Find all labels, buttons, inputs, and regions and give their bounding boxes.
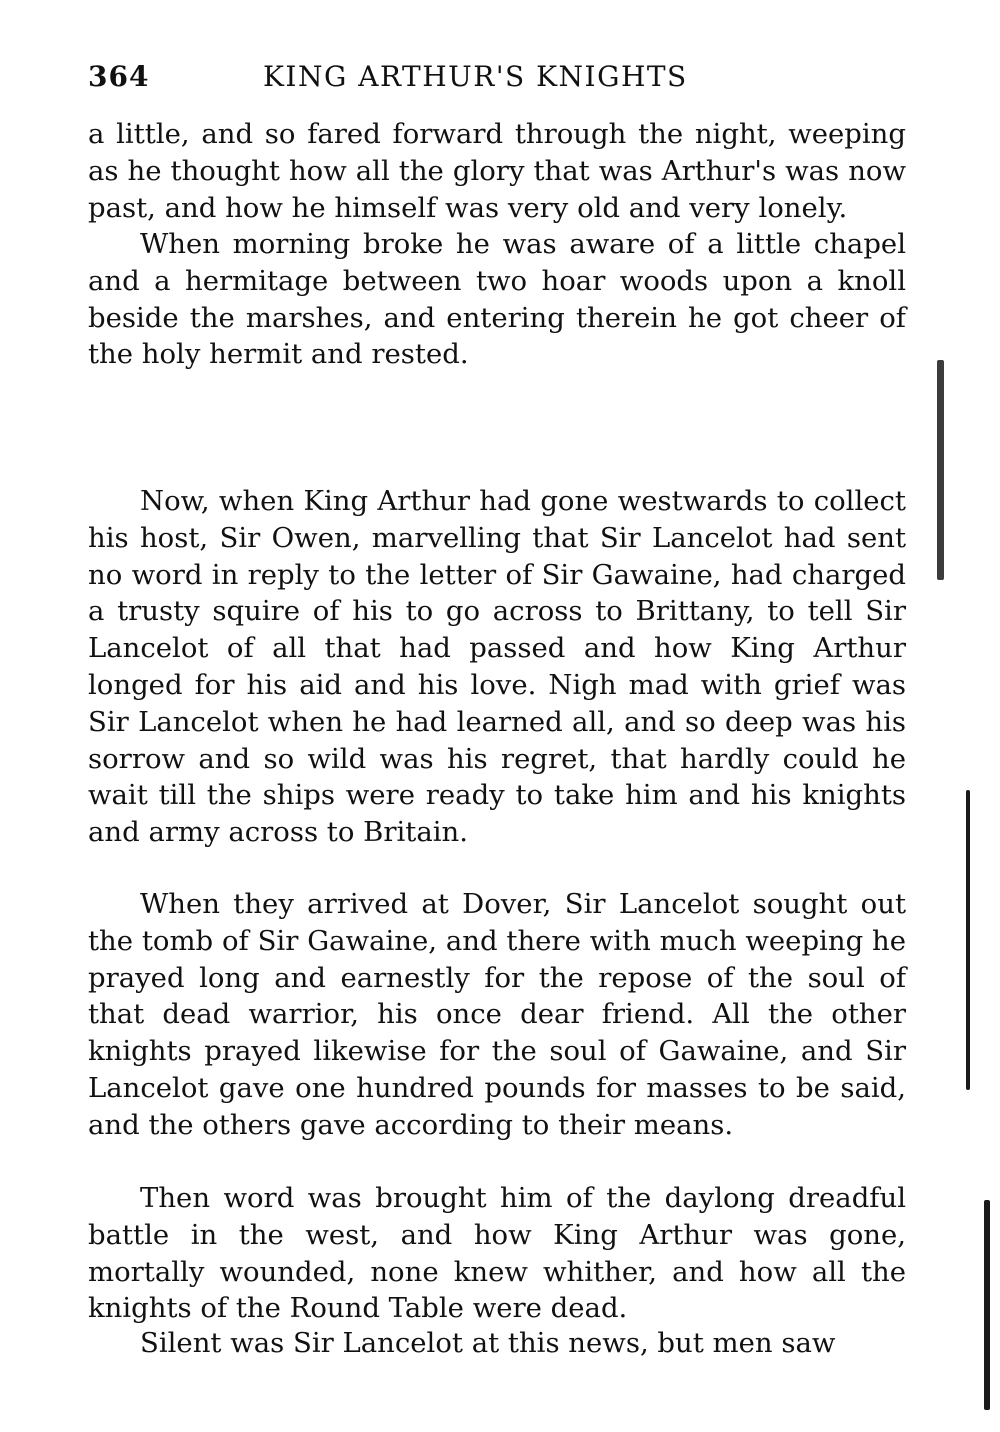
- paragraph-silent: Silent was Sir Lancelot at this news, but men saw: [140, 1327, 836, 1359]
- scan-edge-mark: [984, 1200, 990, 1410]
- paragraph-chapel: When morning broke he was aware of a little chapel and a hermitage between two hoar woods upon a knoll beside the marshes, and entering therein he got cheer of the holy hermit and rested.: [88, 228, 906, 371]
- running-title: KING ARTHUR'S KNIGHTS: [263, 60, 688, 93]
- paragraph-sir-owen: Now, when King Arthur had gone westwards to collect his host, Sir Owen, marvelling that Sir Lancelot had sent no word in reply to the letter of Sir Gawaine, had charged a trusty squire of his to go across to Brittany, to tell Sir Lancelot of all that had passed and how King Arthur longed for his aid and his love. Nigh mad with grief was Sir Lancelot when he had learned all, and so deep was his sorrow and so wild was his regret, that hardly could he wait till the ships were ready to take him and his knights and army across to Britain.: [88, 485, 906, 849]
- scan-edge-mark: [966, 790, 970, 1090]
- page-header: [88, 60, 908, 100]
- page-number: 364: [88, 60, 150, 93]
- scan-edge-mark: [937, 360, 944, 580]
- paragraph-dover: When they arrived at Dover, Sir Lancelot sought out the tomb of Sir Gawaine, and there with much weeping he prayed long and earnestly for the repose of the soul of that dead warrior, his once dear friend. All the other knights prayed likewise for the soul of Gawaine, and Sir Lancelot gave one hundred pounds for masses to be said, and the others gave according to their means.: [88, 888, 906, 1141]
- paragraph-battle-news: Then word was brought him of the daylong dreadful battle in the west, and how King Arthur was gone, mortally wounded, none knew whither, and how all the knights of the Round Table were dead.: [88, 1182, 906, 1325]
- paragraph-continuation: a little, and so fared forward through the night, weeping as he thought how all the glory that was Arthur's was now past, and how he himself was very old and very lonely.: [88, 118, 906, 224]
